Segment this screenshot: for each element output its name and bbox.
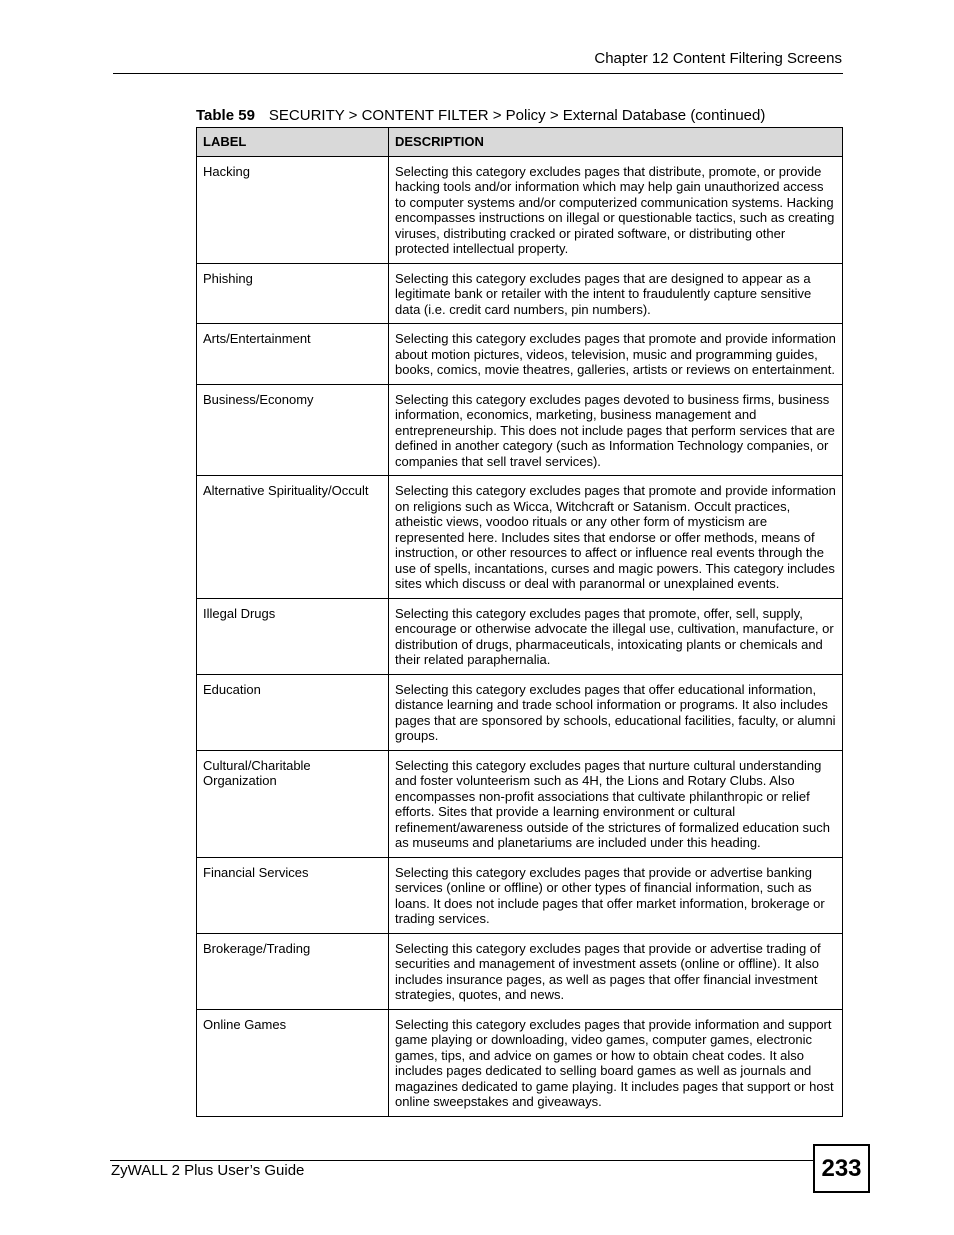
- row-description: Selecting this category excludes pages that promote and provide information about motion pictures, videos, television, music and programming guides, books, comics, movie theatres, galleries, artists or reviews on entertainment.: [389, 324, 843, 385]
- table-row: [197, 384, 843, 476]
- row-label: Brokerage/Trading: [197, 933, 389, 1009]
- column-header-description: DESCRIPTION: [389, 128, 843, 157]
- row-label: Alternative Spirituality/Occult: [197, 476, 389, 599]
- row-description: Selecting this category excludes pages devoted to business firms, business information, economics, marketing, business management and entrepreneurship. This does not include pages that perform services that are defined in another category (such as Information Technology companies, or companies that sell travel services).: [389, 384, 843, 476]
- row-description: Selecting this category excludes pages that provide or advertise banking services (online or offline) or other types of financial information, such as loans. It does not include pages that offer market information, brokerage or trading services.: [389, 857, 843, 933]
- table-row: [197, 674, 843, 750]
- row-description: Selecting this category excludes pages that nurture cultural understanding and foster volunteerism such as 4H, the Lions and Rotary Clubs. Also encompasses non-profit associations that cultivate philanthropic or relief efforts. Sites that provide a learning environment or cultural refinement/awareness outside of the strictures of formalized education such as museums and planetariums are included under this heading.: [389, 750, 843, 857]
- guide-title: ZyWALL 2 Plus User’s Guide: [111, 1162, 305, 1179]
- row-label: Cultural/Charitable Organization: [197, 750, 389, 857]
- row-label: Phishing: [197, 263, 389, 324]
- category-table: [196, 127, 843, 1117]
- table-row: [197, 263, 843, 324]
- row-label: Financial Services: [197, 857, 389, 933]
- column-header-label: LABEL: [197, 128, 389, 157]
- table-caption-text: SECURITY > CONTENT FILTER > Policy > External Database (continued): [268, 107, 766, 124]
- row-label: Education: [197, 674, 389, 750]
- table-row: [197, 1009, 843, 1116]
- table-caption: [196, 107, 765, 124]
- table-row: [197, 933, 843, 1009]
- header-divider: [113, 73, 843, 74]
- row-description: Selecting this category excludes pages that distribute, promote, or provide hacking tools and/or information which may help gain unauthorized access to computer systems and/or computerized communication systems. Hacking encompasses instructions on illegal or questionable tactics, such as creating viruses, distributing cracked or pirated software, or distributing other protected intellectual property.: [389, 156, 843, 263]
- table-row: [197, 750, 843, 857]
- row-label: Online Games: [197, 1009, 389, 1116]
- row-description: Selecting this category excludes pages that provide or advertise trading of securities and management of investment assets (online or offline). It also includes insurance pages, as well as pages that offer financial investment strategies, quotes, and news.: [389, 933, 843, 1009]
- row-label: Hacking: [197, 156, 389, 263]
- row-label: Illegal Drugs: [197, 598, 389, 674]
- footer-divider: [110, 1160, 813, 1161]
- table-row: [197, 598, 843, 674]
- row-description: Selecting this category excludes pages that promote and provide information on religions such as Wicca, Witchcraft or Satanism. Occult practices, atheistic views, voodoo rituals or any other form of mysticism are represented here. Includes sites that endorse or offer methods, means of instruction, or other resources to affect or influence real events through the use of spells, incantations, curses and magic powers. This category includes sites which discuss or deal with paranormal or unexplained events.: [389, 476, 843, 599]
- row-description: Selecting this category excludes pages that provide information and support game playing or downloading, video games, computer games, electronic games, tips, and advice on games or how to obtain cheat codes. It also includes pages dedicated to selling board games as well as journals and magazines dedicated to game playing. It includes pages that support or host online sweepstakes and giveaways.: [389, 1009, 843, 1116]
- table-row: [197, 324, 843, 385]
- table-header-row: [197, 128, 843, 157]
- page-number: 233: [813, 1144, 870, 1193]
- chapter-header: Chapter 12 Content Filtering Screens: [594, 50, 842, 67]
- table-caption-label: Table 59: [196, 107, 255, 124]
- table-row: [197, 857, 843, 933]
- row-description: Selecting this category excludes pages that are designed to appear as a legitimate bank or retailer with the intent to fraudulently capture sensitive data (i.e. credit card numbers, pin numbers).: [389, 263, 843, 324]
- table-row: [197, 156, 843, 263]
- row-label: Arts/Entertainment: [197, 324, 389, 385]
- row-label: Business/Economy: [197, 384, 389, 476]
- row-description: Selecting this category excludes pages that offer educational information, distance learning and trade school information or programs. It also includes pages that are sponsored by schools, educational facilities, faculty, or alumni groups.: [389, 674, 843, 750]
- row-description: Selecting this category excludes pages that promote, offer, sell, supply, encourage or otherwise advocate the illegal use, cultivation, manufacture, or distribution of drugs, pharmaceuticals, intoxicating plants or chemicals and their related paraphernalia.: [389, 598, 843, 674]
- table-row: [197, 476, 843, 599]
